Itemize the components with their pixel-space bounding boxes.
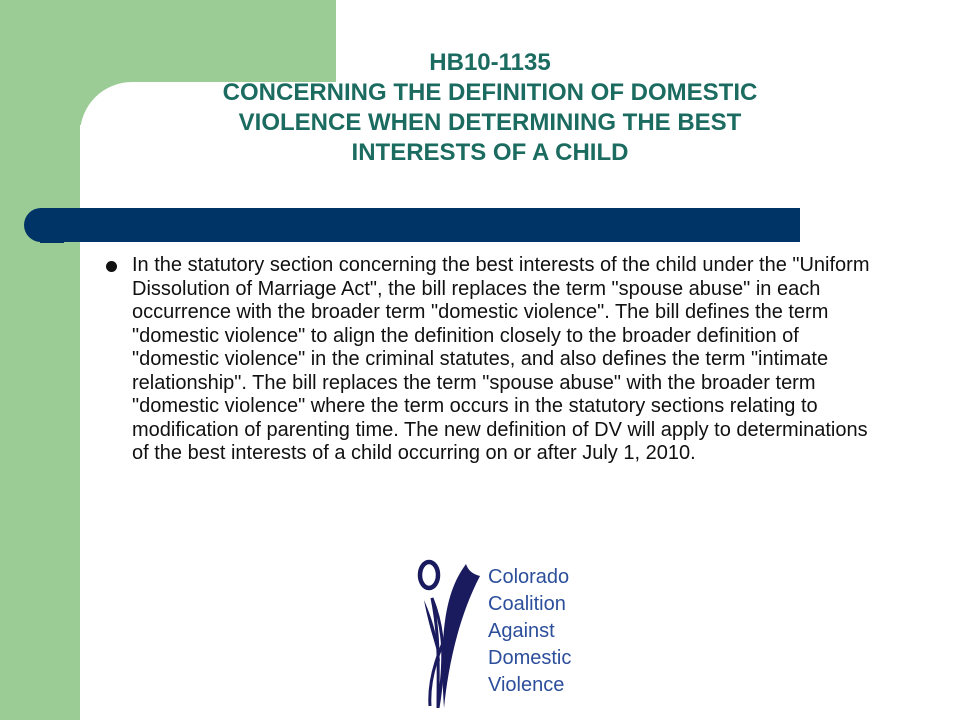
ribbon-figure-icon bbox=[410, 558, 490, 708]
title-divider-bar bbox=[24, 208, 800, 242]
title-line: CONCERNING THE DEFINITION OF DOMESTIC bbox=[222, 79, 758, 106]
logo-line: Coalition bbox=[488, 593, 566, 615]
title-line: HB10-1135 bbox=[429, 49, 551, 76]
title-line: INTERESTS OF A CHILD bbox=[351, 139, 629, 166]
bullet-dot-icon bbox=[106, 261, 117, 272]
bullet-text: In the statutory section concerning the best interests of the child under the "Uniform Dissolution of Marriage Act", the bill replaces the term "spouse abuse" in each occurrence with the broader term "domestic violence". The bill defines the term "domestic violence" to align the definition closely to the broader definition of "domestic violence" in the criminal statutes, and also defines the term "intimate relationship". The bill replaces the term "spouse abuse" with the broader term "domestic violence" where the term occurs in the statutory sections relating to modification of parenting time. The new definition of DV will apply to determinations of the best interests of a child occurring on or after July 1, 2010. bbox=[132, 254, 870, 464]
left-green-band bbox=[0, 0, 80, 720]
logo-line: Against bbox=[488, 620, 555, 642]
bullet-list bbox=[104, 254, 884, 466]
logo-text bbox=[488, 564, 571, 699]
logo-line: Colorado bbox=[488, 566, 570, 588]
divider-tail bbox=[40, 240, 64, 243]
bullet-item bbox=[104, 254, 884, 466]
title-line: VIOLENCE WHEN DETERMINING THE BEST bbox=[238, 109, 742, 136]
logo-line: Domestic bbox=[488, 647, 572, 669]
slide-title bbox=[120, 48, 860, 168]
logo-line: Violence bbox=[488, 674, 565, 696]
ccadv-logo bbox=[410, 558, 630, 708]
